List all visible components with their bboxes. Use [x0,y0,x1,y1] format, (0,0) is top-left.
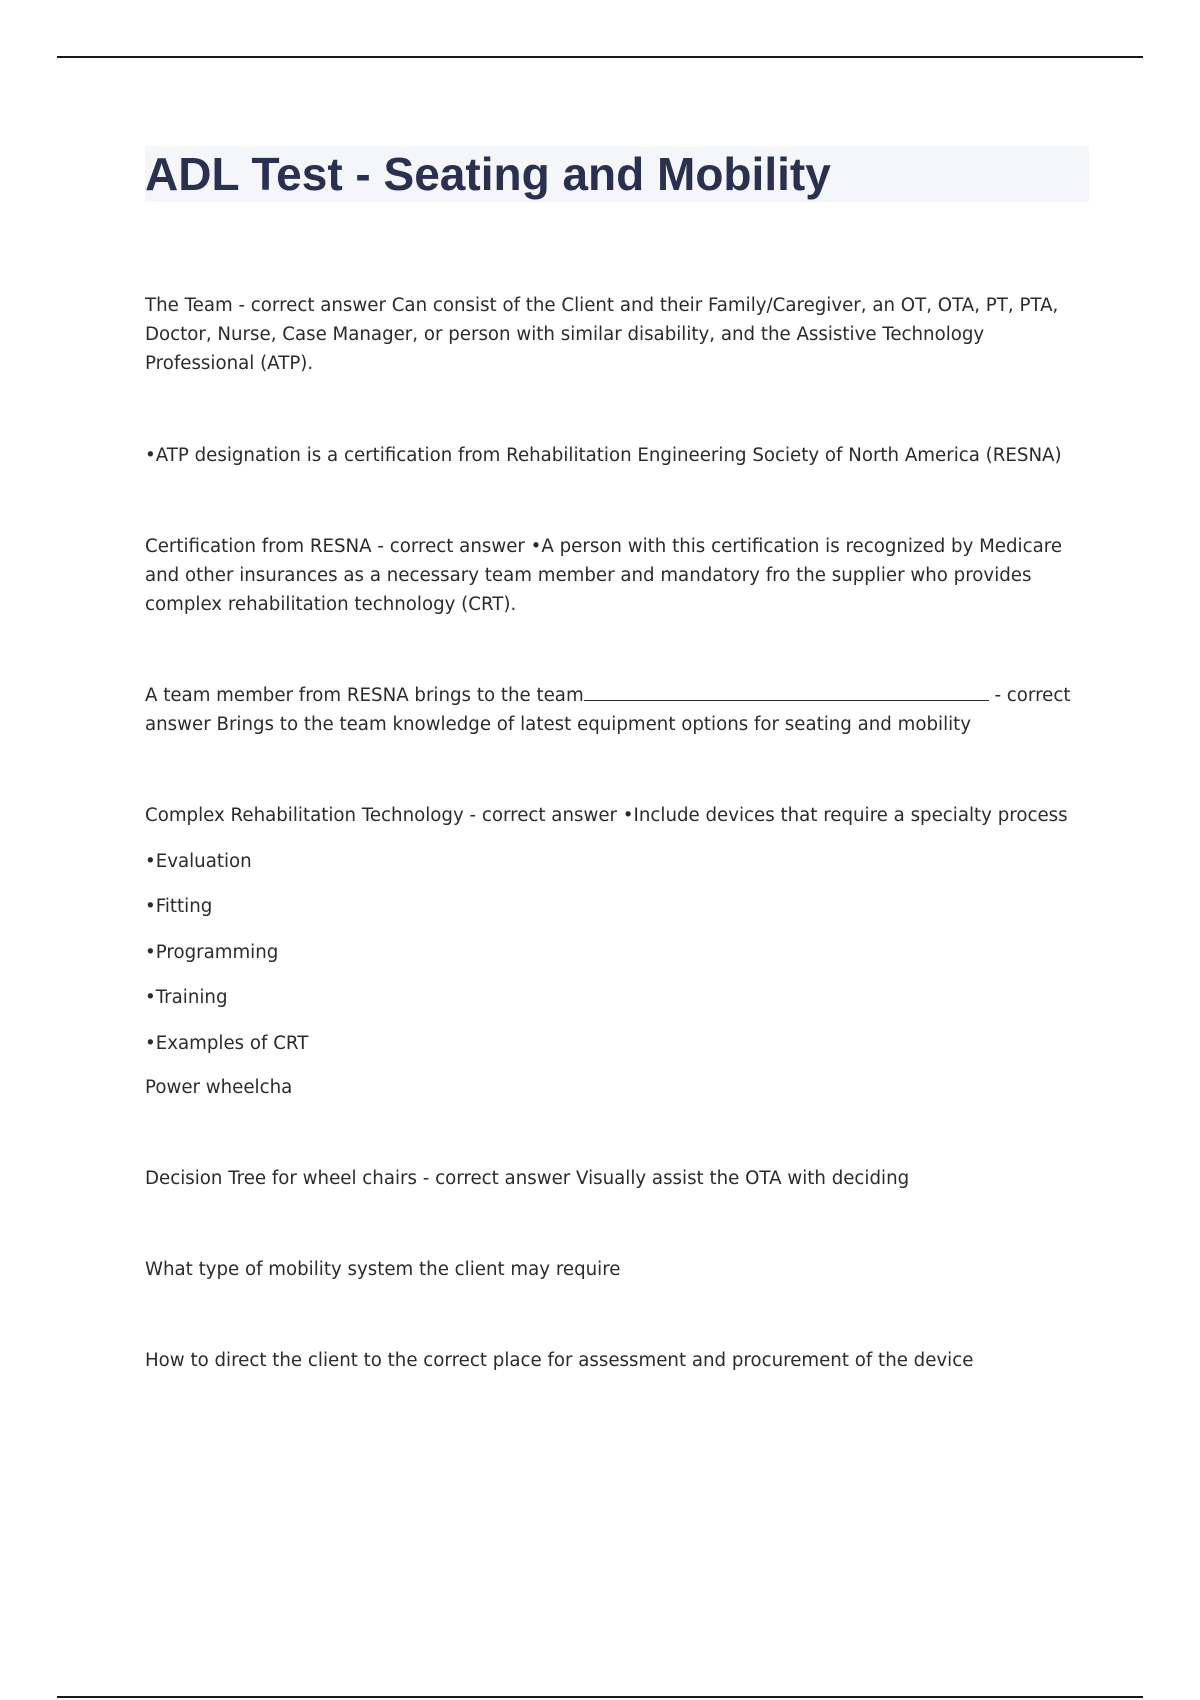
paragraph-atp-designation: •ATP designation is a certification from Rehabilitation Engineering Society of North America (RESNA) [145,445,1062,466]
bullet-training: •Training [145,987,228,1008]
paragraph-crt: Complex Rehabilitation Technology - correct answer •Include devices that require a specialty process [145,805,1068,826]
header-rule [57,56,1143,58]
paragraph-team-member-answer: - correct answer Brings to the team knowledge of latest equipment options for seating and mobility [145,685,1071,735]
paragraph-direct-client: How to direct the client to the correct place for assessment and procurement of the device [145,1350,974,1371]
paragraph-the-team: The Team - correct answer Can consist of the Client and their Family/Caregiver, an OT, OTA, PT, PTA, Doctor, Nurse, Case Manager, or person with similar disability, and the Assistive Technology Professional (ATP). [145,295,1059,374]
bullet-evaluation: •Evaluation [145,851,252,872]
fill-in-blank [584,682,989,701]
page-title: ADL Test - Seating and Mobility [145,148,831,200]
paragraph-team-member-lead: A team member from RESNA brings to the team [145,685,584,706]
paragraph-mobility-system: What type of mobility system the client may require [145,1259,621,1280]
footer-rule [57,1696,1143,1698]
paragraph-certification: Certification from RESNA - correct answer •A person with this certification is recognized by Medicare and other insurances as a necessary team member and mandatory fro the supplier who provides complex rehabilitation technology (CRT). [145,536,1063,615]
paragraph-team-member [145,681,1095,739]
paragraph-power-wheelchair: Power wheelcha [145,1077,293,1098]
paragraph-decision-tree: Decision Tree for wheel chairs - correct answer Visually assist the OTA with deciding [145,1168,910,1189]
bullet-programming: •Programming [145,942,279,963]
bullet-fitting: •Fitting [145,896,213,917]
bullet-examples-crt: •Examples of CRT [145,1033,309,1054]
